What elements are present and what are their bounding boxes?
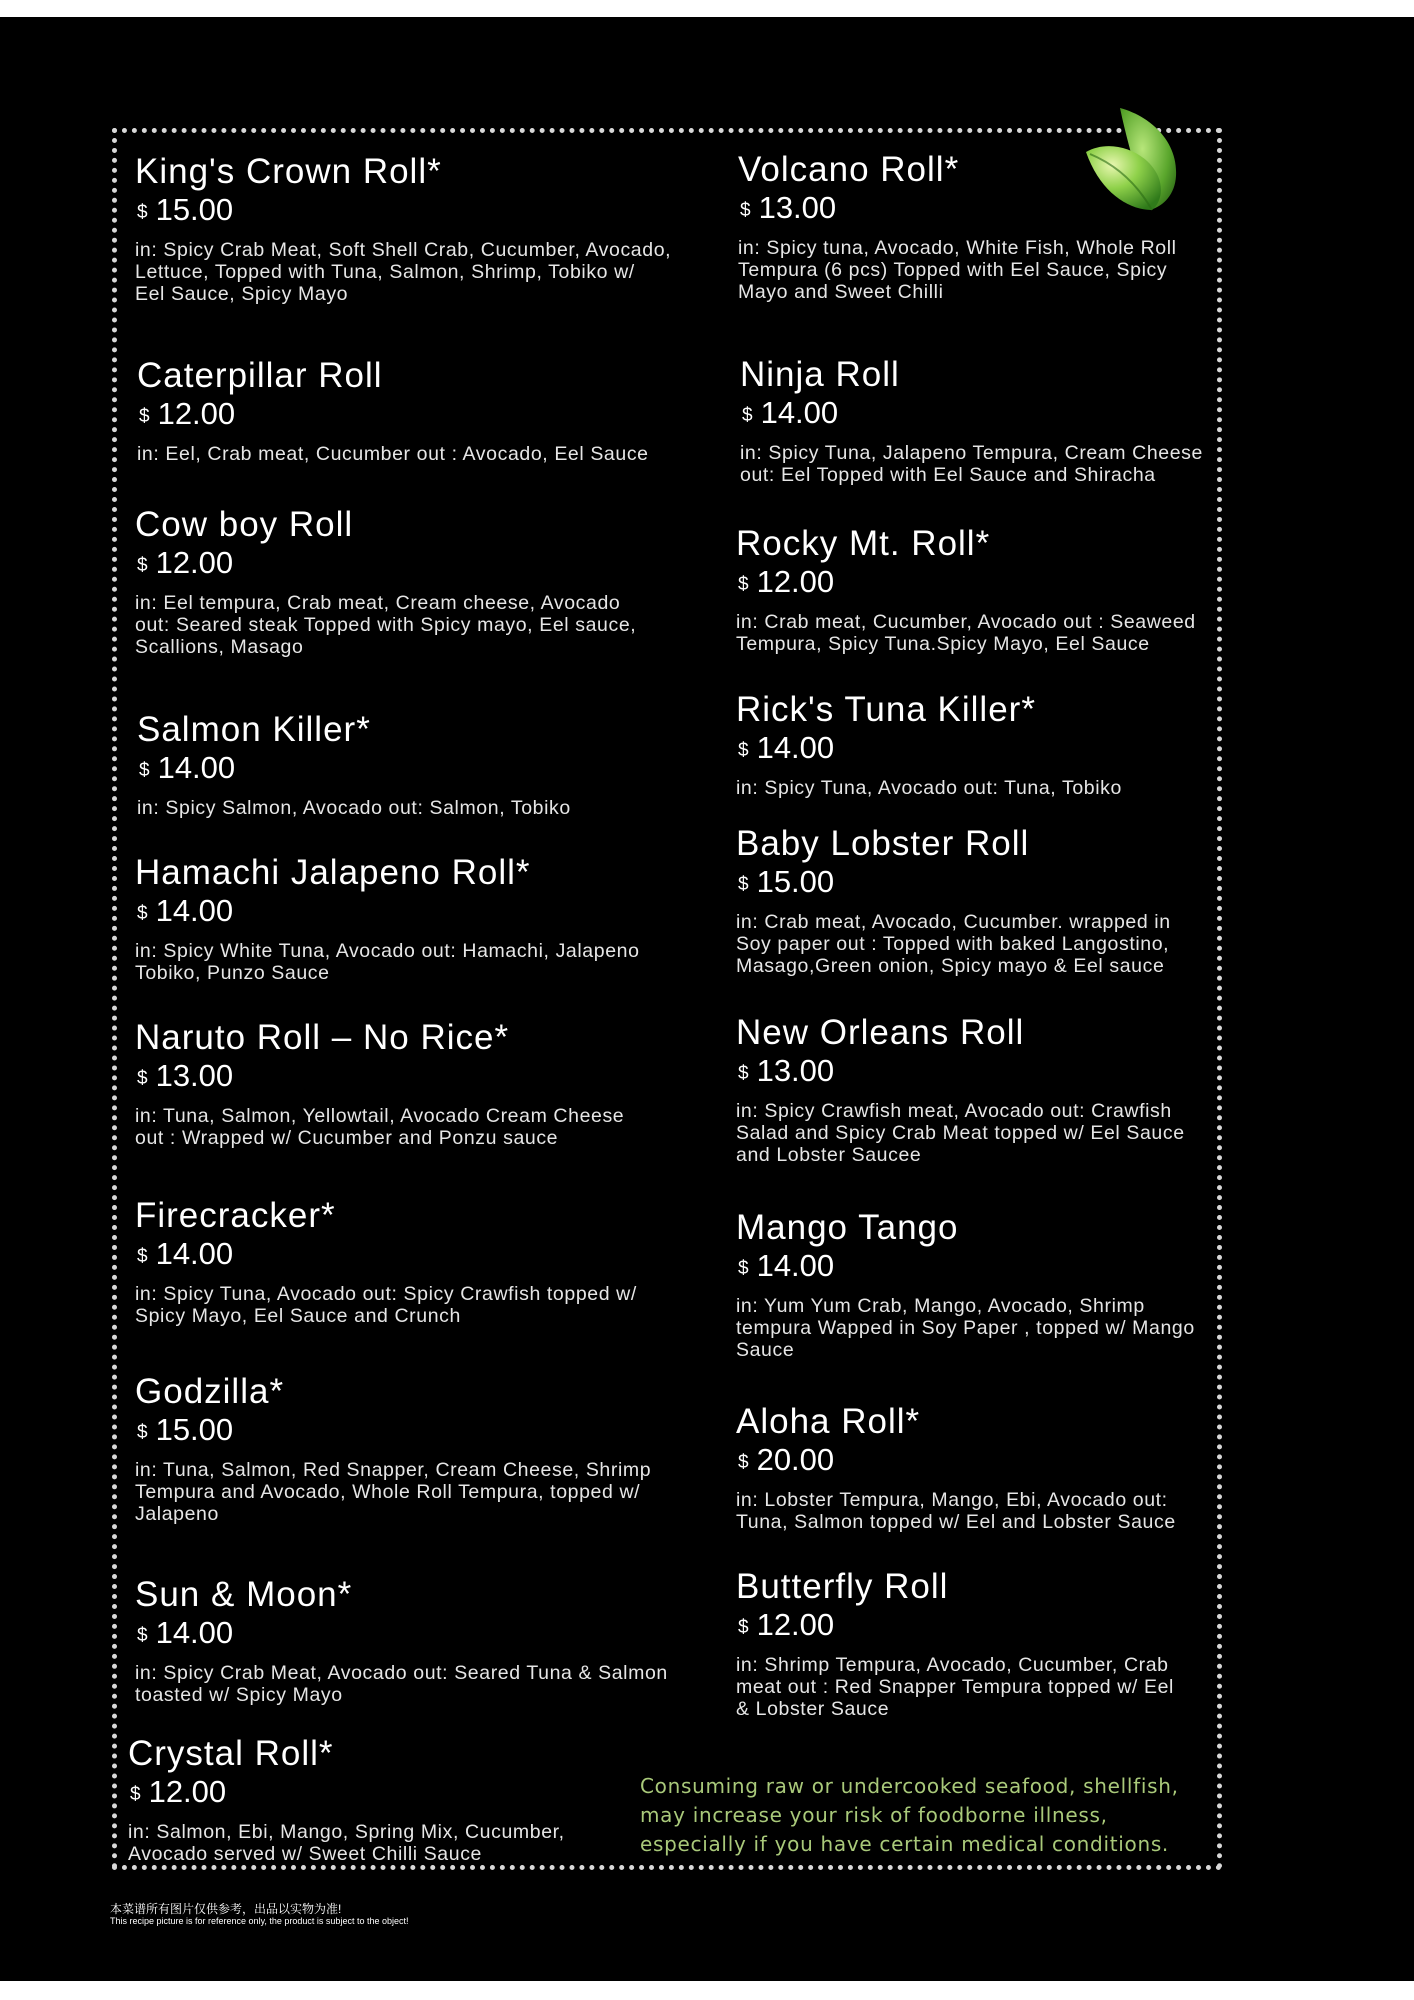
item-name: Salmon Killer* <box>137 710 371 749</box>
item-description: in: Crab meat, Cucumber, Avocado out : Seaweed Tempura, Spicy Tuna.Spicy Mayo, Eel Sauce <box>736 611 1196 655</box>
food-safety-warning: Consuming raw or undercooked seafood, shellfish, may increase your risk of foodborne illness, especially if you have certain medical conditions. <box>640 1774 1179 1856</box>
item-price: 14.00 <box>756 730 835 765</box>
item-name: Firecracker* <box>135 1196 336 1235</box>
item-name: Aloha Roll* <box>736 1402 921 1441</box>
item-name: Baby Lobster Roll <box>736 824 1030 863</box>
item-price: 13.00 <box>155 1058 234 1093</box>
item-name: New Orleans Roll <box>736 1013 1025 1052</box>
currency-symbol: $ <box>137 555 148 576</box>
item-price: 14.00 <box>760 395 839 430</box>
item-description: in: Eel tempura, Crab meat, Cream cheese, Avocado out: Seared steak Topped with Spicy mayo, Eel sauce, Scallions, Masago <box>135 592 637 658</box>
currency-symbol: $ <box>738 874 749 895</box>
item-description: in: Spicy tuna, Avocado, White Fish, Whole Roll Tempura (6 pcs) Topped with Eel Sauce, Spicy Mayo and Sweet Chilli <box>738 237 1177 303</box>
item-name: Godzilla* <box>135 1372 285 1411</box>
menu-item <box>135 1575 695 1706</box>
item-price-row <box>137 1236 695 1275</box>
menu-item <box>736 1013 1221 1166</box>
item-description: in: Tuna, Salmon, Red Snapper, Cream Cheese, Shrimp Tempura and Avocado, Whole Roll Tempura, topped w/ Jalapeno <box>135 1459 652 1525</box>
item-name: Volcano Roll* <box>738 150 960 189</box>
currency-symbol: $ <box>139 406 150 427</box>
item-price: 12.00 <box>148 1774 227 1809</box>
item-description: in: Spicy Tuna, Avocado out: Spicy Crawfish topped w/ Spicy Mayo, Eel Sauce and Crunch <box>135 1283 637 1327</box>
menu-item <box>135 1372 695 1525</box>
item-price-row <box>738 564 1221 603</box>
currency-symbol: $ <box>738 1617 749 1638</box>
item-price: 14.00 <box>756 1248 835 1283</box>
item-name: Crystal Roll* <box>128 1734 334 1773</box>
item-price: 15.00 <box>756 864 835 899</box>
item-price-row <box>740 190 1223 229</box>
item-name: Cow boy Roll <box>135 505 354 544</box>
item-description: in: Tuna, Salmon, Yellowtail, Avocado Cream Cheese out : Wrapped w/ Cucumber and Ponzu sauce <box>135 1105 625 1149</box>
menu-item <box>736 690 1221 799</box>
menu-item <box>736 1208 1221 1361</box>
item-description: in: Shrimp Tempura, Avocado, Cucumber, Crab meat out : Red Snapper Tempura topped w/ Eel & Lobster Sauce <box>736 1654 1174 1720</box>
currency-symbol: $ <box>137 1625 148 1646</box>
item-name: Rocky Mt. Roll* <box>736 524 991 563</box>
currency-symbol: $ <box>738 1063 749 1084</box>
item-name: Caterpillar Roll <box>137 356 383 395</box>
currency-symbol: $ <box>738 1452 749 1473</box>
item-price-row <box>738 1442 1221 1481</box>
item-price: 20.00 <box>756 1442 835 1477</box>
item-price-row <box>738 1248 1221 1287</box>
item-price-row <box>738 1607 1221 1646</box>
item-price: 12.00 <box>157 396 236 431</box>
item-price-row <box>137 192 695 231</box>
item-price: 12.00 <box>756 1607 835 1642</box>
menu-item <box>128 1734 688 1865</box>
menu-item <box>135 152 695 305</box>
menu-item <box>736 1567 1221 1720</box>
item-name: Butterfly Roll <box>736 1567 949 1606</box>
currency-symbol: $ <box>738 574 749 595</box>
item-price-row <box>137 1412 695 1451</box>
item-price: 12.00 <box>756 564 835 599</box>
currency-symbol: $ <box>738 740 749 761</box>
menu-item <box>137 710 697 819</box>
item-price: 13.00 <box>758 190 837 225</box>
item-price-row <box>137 1058 695 1097</box>
item-description: in: Spicy White Tuna, Avocado out: Hamachi, Jalapeno Tobiko, Punzo Sauce <box>135 940 640 984</box>
currency-symbol: $ <box>742 405 753 426</box>
item-description: in: Salmon, Ebi, Mango, Spring Mix, Cucumber, Avocado served w/ Sweet Chilli Sauce <box>128 1821 565 1865</box>
item-description: in: Yum Yum Crab, Mango, Avocado, Shrimp tempura Wapped in Soy Paper , topped w/ Mango Sauce <box>736 1295 1195 1361</box>
item-price-row <box>742 395 1225 434</box>
currency-symbol: $ <box>137 1246 148 1267</box>
menu-item <box>740 355 1225 486</box>
currency-symbol: $ <box>137 1422 148 1443</box>
item-name: King's Crown Roll* <box>135 152 442 191</box>
item-name: Sun & Moon* <box>135 1575 353 1614</box>
currency-symbol: $ <box>738 1258 749 1279</box>
menu-item <box>738 150 1223 303</box>
item-price: 14.00 <box>155 893 234 928</box>
item-price: 14.00 <box>157 750 236 785</box>
item-price: 14.00 <box>155 1236 234 1271</box>
item-name: Naruto Roll – No Rice* <box>135 1018 510 1057</box>
menu-item <box>137 356 697 465</box>
item-price: 12.00 <box>155 545 234 580</box>
item-price-row <box>139 396 697 435</box>
item-name: Rick's Tuna Killer* <box>736 690 1036 729</box>
item-description: in: Spicy Crab Meat, Avocado out: Seared Tuna & Salmon toasted w/ Spicy Mayo <box>135 1662 668 1706</box>
menu-item <box>135 853 695 984</box>
item-description: in: Spicy Crab Meat, Soft Shell Crab, Cucumber, Avocado, Lettuce, Topped with Tuna, Salmon, Shrimp, Tobiko w/ Eel Sauce, Spicy Mayo <box>135 239 672 305</box>
item-price-row <box>137 893 695 932</box>
item-price-row <box>130 1774 688 1813</box>
item-price-row <box>738 864 1221 903</box>
currency-symbol: $ <box>137 202 148 223</box>
item-price-row <box>738 1053 1221 1092</box>
item-name: Hamachi Jalapeno Roll* <box>135 853 531 892</box>
item-price-row <box>139 750 697 789</box>
item-price-row <box>137 545 695 584</box>
item-price: 15.00 <box>155 192 234 227</box>
menu-item <box>736 524 1221 655</box>
item-description: in: Spicy Tuna, Jalapeno Tempura, Cream Cheese out: Eel Topped with Eel Sauce and Shiracha <box>740 442 1203 486</box>
currency-symbol: $ <box>740 200 751 221</box>
item-price: 14.00 <box>155 1615 234 1650</box>
item-description: in: Spicy Crawfish meat, Avocado out: Crawfish Salad and Spicy Crab Meat topped w/ Eel Sauce and Lobster Saucee <box>736 1100 1185 1166</box>
item-description: in: Lobster Tempura, Mango, Ebi, Avocado out: Tuna, Salmon topped w/ Eel and Lobster Sauce <box>736 1489 1176 1533</box>
menu-item <box>736 824 1221 977</box>
menu-item <box>135 1196 695 1327</box>
item-description: in: Crab meat, Avocado, Cucumber. wrapped in Soy paper out : Topped with baked Langostino, Masago,Green onion, Spicy mayo & Eel sauce <box>736 911 1171 977</box>
item-description: in: Spicy Tuna, Avocado out: Tuna, Tobiko <box>736 777 1122 799</box>
currency-symbol: $ <box>139 760 150 781</box>
currency-symbol: $ <box>130 1784 141 1805</box>
item-name: Mango Tango <box>736 1208 959 1247</box>
footer-note-chinese: 本菜谱所有图片仅供参考，出品以实物为准! <box>110 1902 342 1916</box>
item-description: in: Eel, Crab meat, Cucumber out : Avocado, Eel Sauce <box>137 443 649 465</box>
item-price: 13.00 <box>756 1053 835 1088</box>
menu-item <box>135 505 695 658</box>
item-price-row <box>738 730 1221 769</box>
menu-item <box>135 1018 695 1149</box>
menu-item <box>736 1402 1221 1533</box>
currency-symbol: $ <box>137 903 148 924</box>
item-name: Ninja Roll <box>740 355 900 394</box>
currency-symbol: $ <box>137 1068 148 1089</box>
item-price: 15.00 <box>155 1412 234 1447</box>
footer-note-english: This recipe picture is for reference only, the product is subject to the object! <box>110 1916 409 1926</box>
item-price-row <box>137 1615 695 1654</box>
item-description: in: Spicy Salmon, Avocado out: Salmon, Tobiko <box>137 797 571 819</box>
